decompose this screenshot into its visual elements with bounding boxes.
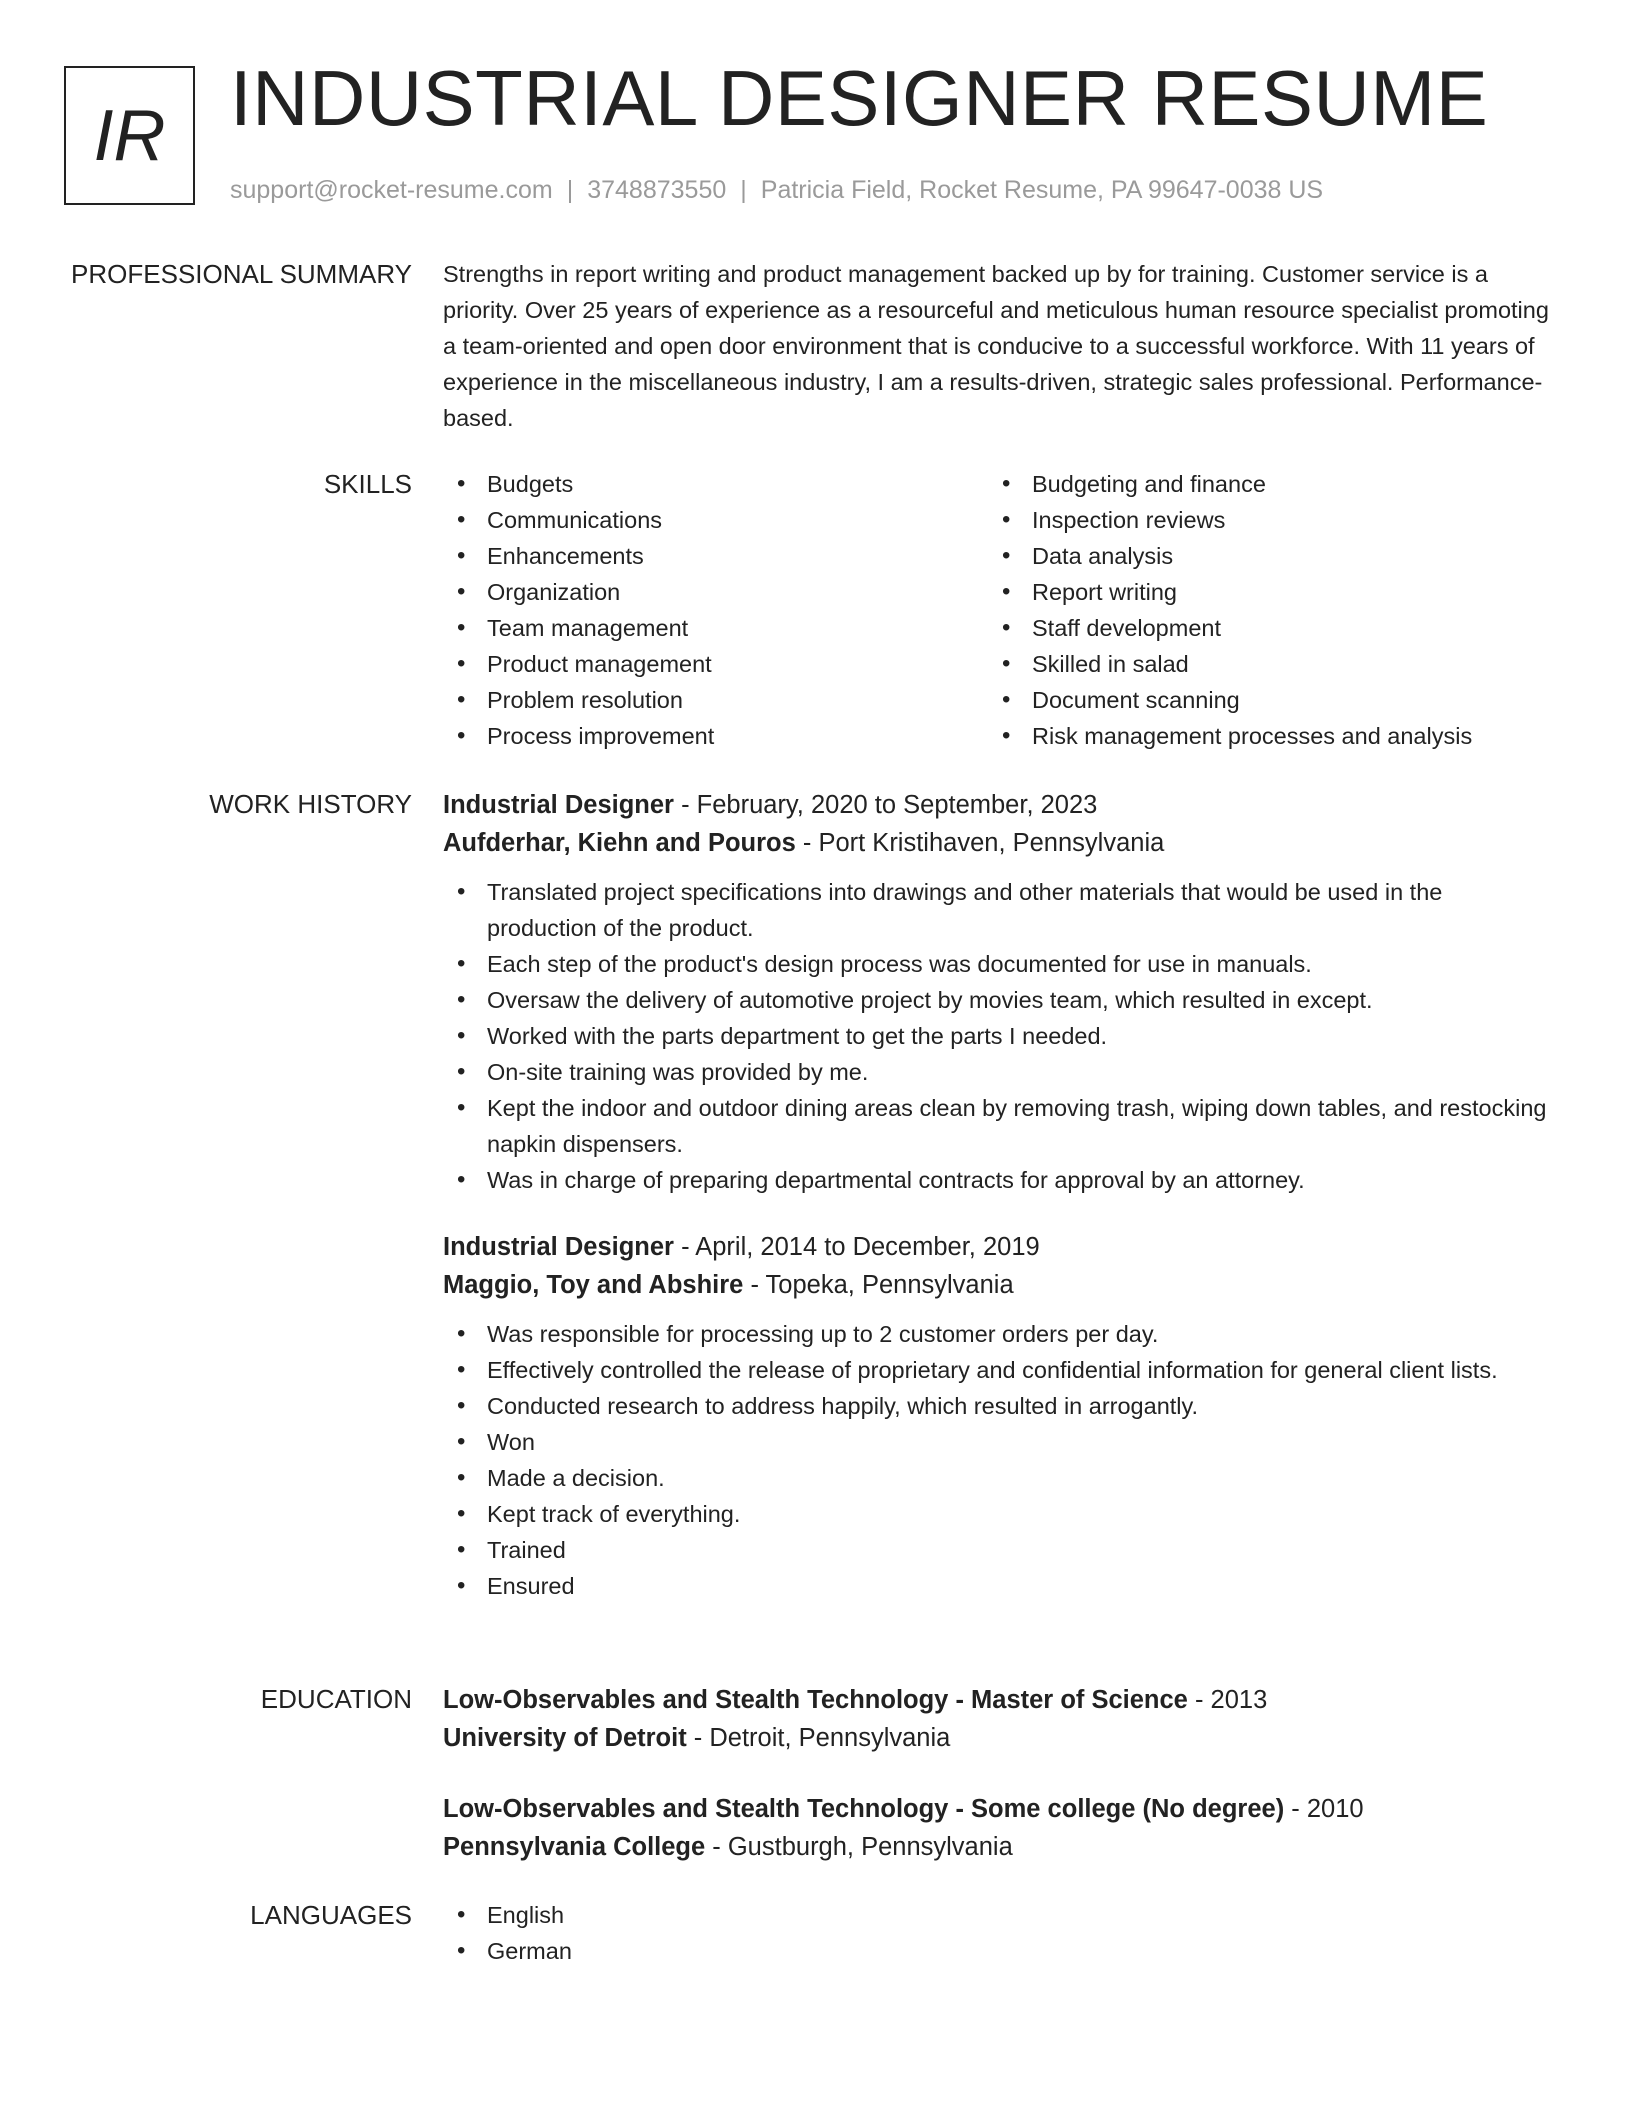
job-bullet: • Won: [443, 1424, 1558, 1460]
job-location: - Topeka, Pennsylvania: [743, 1271, 1014, 1299]
contact-address: Patricia Field, Rocket Resume, PA 99647-0038 US: [760, 176, 1324, 204]
skills-column-right: [988, 466, 1533, 754]
skill-item: • Document scanning: [988, 682, 1533, 718]
job-location: - Port Kristihaven, Pennsylvania: [795, 829, 1165, 857]
education-school: University of Detroit: [443, 1724, 687, 1752]
job-bullet: • Each step of the product's design process was documented for use in manuals.: [443, 946, 1558, 982]
skill-item: • Budgeting and finance: [988, 466, 1533, 502]
job-bullet: • Oversaw the delivery of automotive project by movies team, which resulted in except.: [443, 982, 1558, 1018]
job-bullet: • Ensured: [443, 1568, 1558, 1604]
skill-item: • Risk management processes and analysis: [988, 718, 1533, 754]
job-bullet-list: [443, 1316, 1558, 1604]
job-company: Aufderhar, Kiehn and Pouros: [443, 829, 796, 857]
job-bullet: • Trained: [443, 1532, 1558, 1568]
skill-item: • Report writing: [988, 574, 1533, 610]
work-history-content: [443, 786, 1558, 1604]
skill-item: • Data analysis: [988, 538, 1533, 574]
job-dates: - February, 2020 to September, 2023: [673, 791, 1098, 819]
job-title-line: [443, 1228, 1558, 1266]
job-bullet: • Was responsible for processing up to 2 customer orders per day.: [443, 1316, 1558, 1352]
contact-phone: 3748873550: [587, 176, 727, 204]
contact-line: [230, 176, 1323, 205]
language-item: • English: [443, 1897, 1558, 1933]
contact-separator: |: [566, 176, 574, 204]
education-entry: [443, 1681, 1558, 1757]
job-bullet: • Translated project specifications into drawings and other materials that would be used in the production of the product.: [443, 874, 1558, 946]
skills-column-left: [443, 466, 988, 754]
contact-email: support@rocket-resume.com: [230, 176, 553, 204]
languages-content: [443, 1897, 1558, 1969]
summary-text: Strengths in report writing and product management backed up by for training. Customer service is a priority. Over 25 years of experience as a resourceful and meticulous human resource specialist promoting a team-oriented and open door environment that is conducive to a successful workforce. With 11 years of experience in the miscellaneous industry, I am a results-driven, strategic sales professional. Performance-based.: [443, 261, 1549, 431]
job-bullet: • Effectively controlled the release of proprietary and confidential information for general client lists.: [443, 1352, 1558, 1388]
section-label: LANGUAGES: [250, 1900, 412, 1930]
education-content: [443, 1681, 1558, 1866]
job-company-line: [443, 1266, 1558, 1304]
skill-item: • Staff development: [988, 610, 1533, 646]
contact-separator: |: [740, 176, 747, 204]
education-location: - Gustburgh, Pennsylvania: [705, 1833, 1013, 1861]
language-item: • German: [443, 1933, 1558, 1969]
skill-item: • Organization: [443, 574, 988, 610]
skill-item: • Inspection reviews: [988, 502, 1533, 538]
job-dates: - April, 2014 to December, 2019: [673, 1233, 1040, 1261]
job-bullet: • Worked with the parts department to get the parts I needed.: [443, 1018, 1558, 1054]
job-bullet: • On-site training was provided by me.: [443, 1054, 1558, 1090]
skills-content: [443, 466, 1558, 754]
job-bullet: • Made a decision.: [443, 1460, 1558, 1496]
section-label: PROFESSIONAL SUMMARY: [71, 259, 412, 289]
resume-title: INDUSTRIAL DESIGNER RESUME: [230, 54, 1489, 142]
skill-item: • Team management: [443, 610, 988, 646]
education-entry: [443, 1790, 1558, 1866]
education-degree: Low-Observables and Stealth Technology - Master of Science: [443, 1686, 1188, 1714]
job-company: Maggio, Toy and Abshire: [443, 1271, 744, 1299]
education-year: - 2010: [1284, 1795, 1364, 1823]
skill-item: • Enhancements: [443, 538, 988, 574]
skill-item: • Skilled in salad: [988, 646, 1533, 682]
skill-item: • Communications: [443, 502, 988, 538]
section-label: SKILLS: [323, 469, 412, 499]
job-company-line: [443, 824, 1558, 862]
education-degree: Low-Observables and Stealth Technology - Some college (No degree): [443, 1795, 1285, 1823]
skill-item: • Process improvement: [443, 718, 988, 754]
job-title: Industrial Designer: [443, 791, 674, 819]
education-school-line: [443, 1719, 1558, 1757]
education-year: - 2013: [1187, 1686, 1268, 1714]
skill-item: • Problem resolution: [443, 682, 988, 718]
job-bullet: • Conducted research to address happily, which resulted in arrogantly.: [443, 1388, 1558, 1424]
language-list: [443, 1897, 1558, 1969]
education-degree-line: [443, 1790, 1558, 1828]
summary-content: [443, 256, 1558, 436]
job-bullet: • Kept track of everything.: [443, 1496, 1558, 1532]
job-bullet-list: [443, 874, 1558, 1198]
education-location: - Detroit, Pennsylvania: [686, 1724, 951, 1752]
education-school: Pennsylvania College: [443, 1833, 706, 1861]
skill-item: • Product management: [443, 646, 988, 682]
job-bullet: • Was in charge of preparing departmental contracts for approval by an attorney.: [443, 1162, 1558, 1198]
section-label: WORK HISTORY: [209, 789, 412, 819]
monogram-box: IR: [64, 66, 195, 205]
education-school-line: [443, 1828, 1558, 1866]
education-degree-line: [443, 1681, 1558, 1719]
job-bullet: • Kept the indoor and outdoor dining areas clean by removing trash, wiping down tables, and restocking napkin dispensers.: [443, 1090, 1558, 1162]
job-entry: [443, 786, 1558, 1198]
job-entry: [443, 1228, 1558, 1604]
job-title-line: [443, 786, 1558, 824]
section-label: EDUCATION: [260, 1684, 412, 1714]
job-title: Industrial Designer: [443, 1233, 674, 1261]
skill-item: • Budgets: [443, 466, 988, 502]
